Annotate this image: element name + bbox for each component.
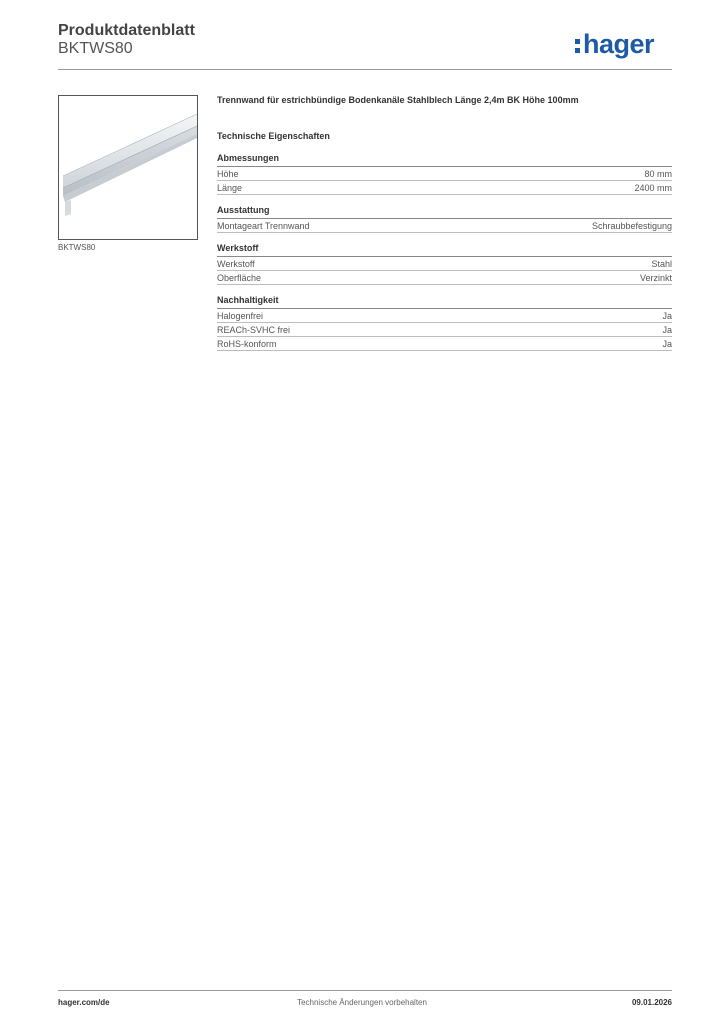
product-image (58, 95, 198, 240)
spec-label: Werkstoff (217, 258, 255, 269)
spec-row (217, 219, 672, 233)
header-divider (58, 69, 672, 70)
logo-wordmark: hager (582, 29, 654, 59)
group-title: Nachhaltigkeit (217, 295, 672, 309)
spec-row (217, 181, 672, 195)
spec-row (217, 309, 672, 323)
logo-dots-icon (575, 39, 580, 53)
spec-row (217, 323, 672, 337)
spec-label: REACh-SVHC frei (217, 324, 291, 335)
footer-date: 09.01.2026 (631, 998, 672, 1007)
page-header (58, 20, 672, 70)
spec-value: Stahl (651, 258, 672, 269)
spec-value: Ja (662, 310, 672, 321)
group-abmessungen (217, 153, 672, 195)
product-code: BKTWS80 (58, 40, 133, 57)
product-details (217, 95, 672, 361)
spec-value: Ja (662, 324, 672, 335)
product-description: Trennwand für estrichbündige Bodenkanäle Stahlblech Länge 2,4m BK Höhe 100mm (217, 95, 579, 105)
group-ausstattung (217, 205, 672, 233)
spec-label: Montageart Trennwand (217, 220, 310, 231)
group-title: Ausstattung (217, 205, 672, 219)
spec-value: Verzinkt (639, 272, 672, 283)
footer-divider (58, 990, 672, 991)
hager-logo (575, 30, 654, 58)
group-title: Werkstoff (217, 243, 672, 257)
spec-label: RoHS-konform (217, 338, 277, 349)
spec-label: Halogenfrei (217, 310, 264, 321)
group-title: Abmessungen (217, 153, 672, 167)
spec-value: Schraubbefestigung (591, 220, 672, 231)
spec-value: Ja (662, 338, 672, 349)
footer-website-link[interactable]: hager.com/de (58, 998, 110, 1007)
spec-label: Länge (217, 182, 243, 193)
steel-profile-image (59, 96, 197, 239)
spec-row (217, 337, 672, 351)
section-heading: Technische Eigenschaften (217, 131, 330, 141)
spec-row (217, 271, 672, 285)
image-caption: BKTWS80 (58, 243, 96, 252)
spec-row (217, 257, 672, 271)
spec-label: Oberfläche (217, 272, 262, 283)
spec-row (217, 167, 672, 181)
spec-value: 80 mm (644, 168, 672, 179)
document-title: Produktdatenblatt (58, 22, 195, 39)
spec-label: Höhe (217, 168, 239, 179)
group-werkstoff (217, 243, 672, 285)
group-nachhaltigkeit (217, 295, 672, 351)
footer-notice: Technische Änderungen vorbehalten (297, 998, 427, 1007)
spec-value: 2400 mm (634, 182, 672, 193)
